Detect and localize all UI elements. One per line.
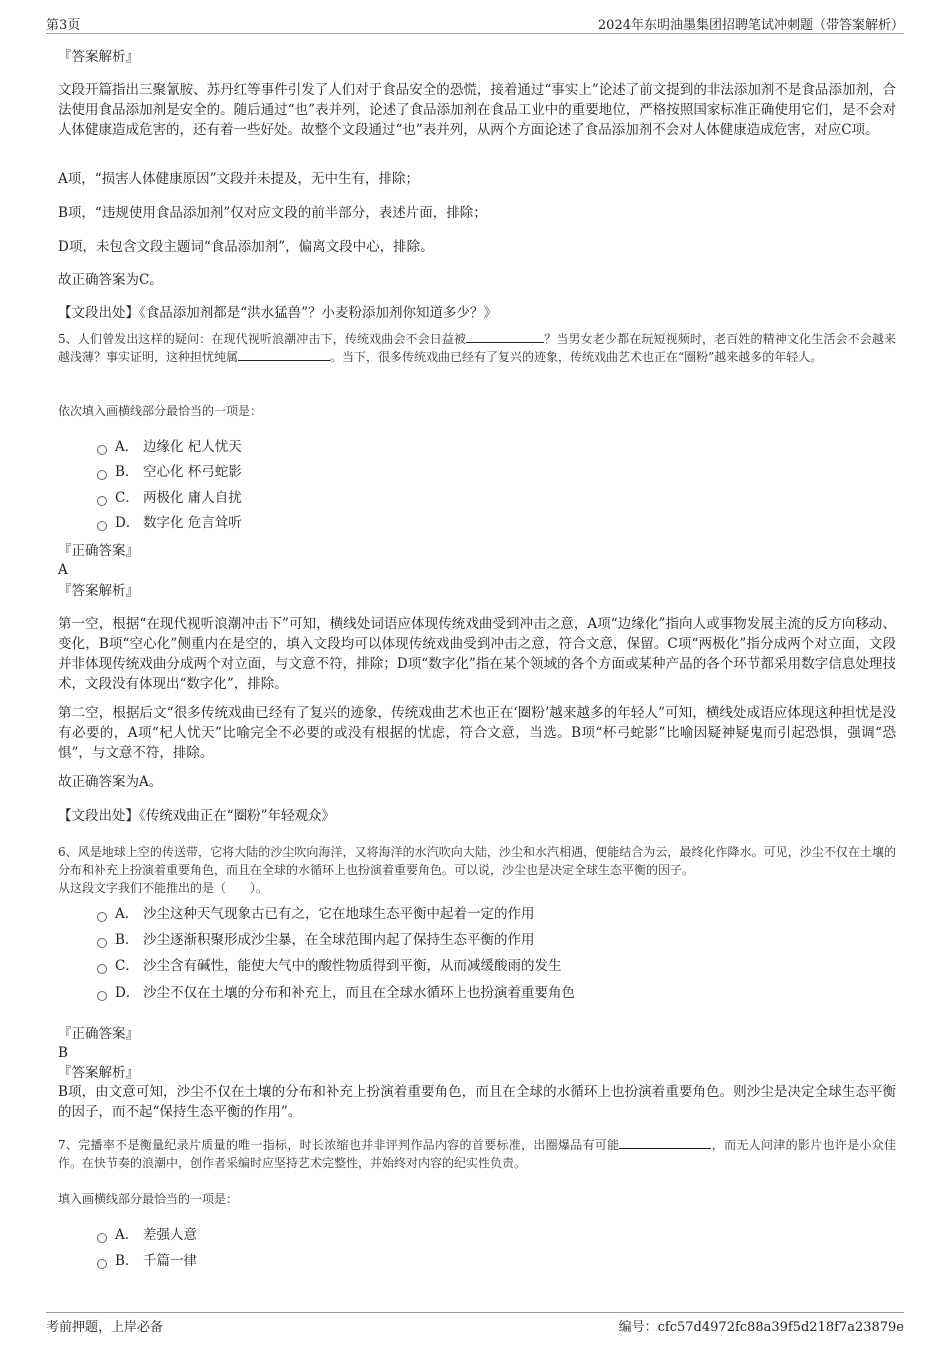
q4-analysis-paragraph: A项，“损害人体健康原因”文段并未提及，无中生有，排除；: [58, 171, 420, 187]
radio-icon[interactable]: [97, 470, 107, 480]
fill-blank-line: [238, 348, 330, 361]
q6-answer: B: [58, 1045, 68, 1061]
q6-option-b[interactable]: B． 沙尘逐渐积聚形成沙尘暴，在全球范围内起了保持生态平衡的作用: [97, 930, 535, 950]
q5-stem-part: 5、人们曾发出这样的疑问：在现代视听浪潮冲击下，传统戏曲会不会日益被: [58, 332, 467, 346]
fill-blank-line: [619, 1136, 711, 1149]
q5-answer-label: 『正确答案』: [58, 543, 139, 559]
radio-icon[interactable]: [97, 496, 107, 506]
q5-prompt: 依次填入画横线部分最恰当的一项是：: [58, 404, 263, 418]
q7-option-b[interactable]: B． 千篇一律: [97, 1251, 197, 1271]
q6-analysis-label: 『答案解析』: [58, 1065, 139, 1081]
q7-stem: [58, 1136, 896, 1172]
q5-analysis-paragraph: 第二空，根据后文“很多传统戏曲已经有了复兴的迹象，传统戏曲艺术也正在‘圈粉’越来越多的年轻人”可知，横线处成语应体现这种担忧是没有必要的，A项“杞人忧天”比喻完全不必要的或没有根据的忧虑，符合文意，当选。B项“杯弓蛇影”比喻因疑神疑鬼而引起恐惧，强调“恐惧”，与文意不符，排除。: [58, 705, 896, 761]
q6-option-d[interactable]: D． 沙尘不仅在土壤的分布和补充上，而且在全球水循环上也扮演着重要角色: [97, 983, 575, 1003]
q5-analysis-paragraph: 第一空，根据“在现代视听浪潮冲击下”可知，横线处词语应体现传统戏曲受到冲击之意，A项“边缘化”指向人或事物发展主流的反方向移动、变化，B项“空心化”侧重内在是空的，填入文段均可以体现传统戏曲受到冲击之意，符合文意，保留。C项“两极化”指分成两个对立面，文段并非体现传统戏曲分成两个对立面，与文意不符，排除；D项“数字化”指在某个领域的各个方面或某种产品的各个环节都采用数字信息处理技术，文段没有体现出“数字化”，排除。: [58, 616, 896, 692]
document-code-label: 编号：: [618, 1320, 658, 1335]
q5-option-b[interactable]: B． 空心化 杯弓蛇影: [97, 462, 242, 482]
radio-icon[interactable]: [97, 964, 107, 974]
q4-analysis-label: 『答案解析』: [58, 49, 139, 65]
radio-icon[interactable]: [97, 991, 107, 1001]
page-header: [46, 14, 904, 34]
q6-option-a[interactable]: A． 沙尘这种天气现象古已有之，它在地球生态平衡中起着一定的作用: [97, 904, 535, 924]
document-code: [619, 1316, 904, 1335]
q7-option-a[interactable]: A． 差强人意: [97, 1225, 197, 1245]
q5-analysis-label: 『答案解析』: [58, 583, 139, 599]
q6-stem: 6、风是地球上空的传送带，它将大陆的沙尘吹向海洋，又将海洋的水汽吹向大陆，沙尘和水汽相遇，便能结合为云，最终化作降水。可见，沙尘不仅在土壤的分布和补充上扮演着重要角色，而且在全球的水循环上也扮演着重要角色。可以说，沙尘也是决定全球生态平衡的因子。: [58, 845, 896, 877]
q5-answer-conclusion: 故正确答案为A。: [58, 774, 163, 790]
document-code-value: cfc57d4972fc88a39f5d218f7a23879e: [657, 1320, 904, 1335]
q4-source: 【文段出处】《食品添加剂都是“洪水猛兽”？小麦粉添加剂你知道多少？》: [58, 305, 498, 321]
q6-answer-label: 『正确答案』: [58, 1026, 139, 1042]
radio-icon[interactable]: [97, 1233, 107, 1243]
q5-stem-part: ？当男女老少都在玩短视频时，老百姓的精神文化生活会不会越来越浅薄？事实证明，这种担忧纯属: [58, 332, 896, 364]
q5-answer: A: [58, 562, 68, 578]
q4-analysis-paragraph: 文段开篇指出三聚氰胺、苏丹红等事件引发了人们对于食品安全的恐慌，接着通过“事实上”论述了前文提到的非法添加剂不是食品添加剂，合法使用食品添加剂是安全的。随后通过“也”表并列，论述了食品添加剂在食品工业中的重要地位，严格按照国家标准正确使用它们，是不会对人体健康造成危害的，还有着一些好处。故整个文段通过“也”表并列，从两个方面论述了食品添加剂不会对人体健康造成危害，对应C项。: [58, 82, 896, 138]
q5-stem: [58, 330, 896, 366]
radio-icon[interactable]: [97, 445, 107, 455]
q5-source: 【文段出处】《传统戏曲正在“圈粉”年轻观众》: [58, 808, 336, 824]
header-divider: [46, 33, 904, 34]
radio-icon[interactable]: [97, 938, 107, 948]
q5-option-d[interactable]: D． 数字化 危言耸听: [97, 513, 242, 533]
q7-prompt: 填入画横线部分最恰当的一项是：: [58, 1192, 239, 1206]
q6-prompt: 从这段文字我们不能推出的是（ ）。: [58, 881, 269, 895]
footer-slogan: 考前押题，上岸必备: [46, 1320, 164, 1335]
footer-divider: [46, 1312, 904, 1313]
q5-option-c[interactable]: C． 两极化 庸人自扰: [97, 488, 242, 508]
radio-icon[interactable]: [97, 521, 107, 531]
q4-analysis-paragraph: B项，“违规使用食品添加剂”仅对应文段的前半部分，表述片面，排除；: [58, 205, 487, 221]
q6-analysis-paragraph: B项，由文意可知，沙尘不仅在土壤的分布和补充上扮演着重要角色，而且在全球的水循环上也扮演着重要角色。则沙尘是决定全球生态平衡的因子，而不起“保持生态平衡的作用”。: [58, 1084, 896, 1120]
fill-blank-line: [466, 330, 544, 343]
q5-option-a[interactable]: A． 边缘化 杞人忧天: [97, 437, 242, 457]
q6-option-c[interactable]: C． 沙尘含有碱性，能使大气中的酸性物质得到平衡，从而减缓酸雨的发生: [97, 956, 562, 976]
radio-icon[interactable]: [97, 912, 107, 922]
radio-icon[interactable]: [97, 1259, 107, 1269]
q7-stem-part: ，而无人问津的影片也许是小众佳作。在快节奏的浪潮中，创作者采编时应坚持艺术完整性，并始终对内容的纪实性负责。: [58, 1138, 896, 1170]
q7-stem-part: 7、完播率不是衡量纪录片质量的唯一指标，时长浓缩也并非评判作品内容的首要标准，出圈爆品有可能: [58, 1138, 620, 1152]
q4-answer-conclusion: 故正确答案为C。: [58, 272, 163, 288]
q4-analysis-paragraph: D项，未包含文段主题词“食品添加剂”，偏离文段中心，排除。: [58, 239, 434, 255]
q5-stem-part: 。当下，很多传统戏曲已经有了复兴的迹象，传统戏曲艺术也正在“圈粉”越来越多的年轻人。: [330, 350, 823, 364]
page-number: 第3页: [46, 18, 81, 33]
document-title: 2024年东明油墨集团招聘笔试冲刺题（带答案解析）: [597, 18, 904, 33]
